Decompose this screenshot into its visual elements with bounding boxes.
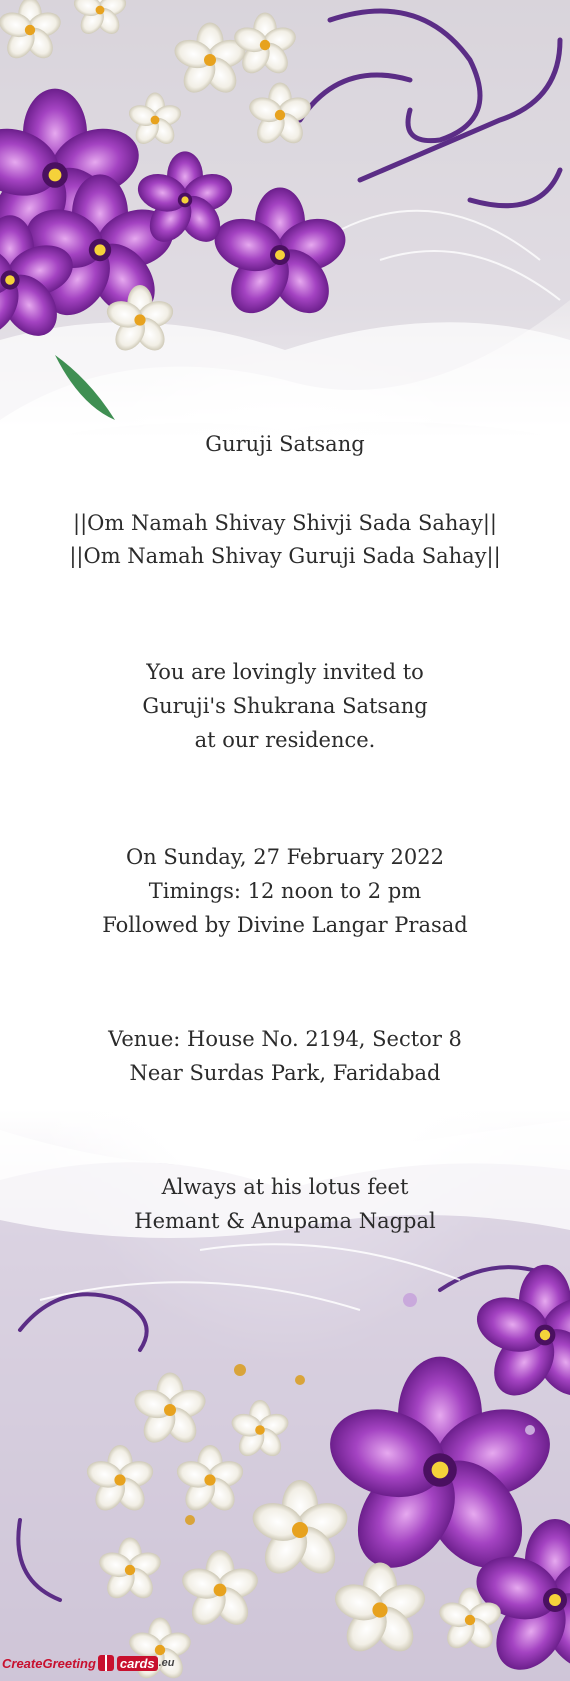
mantra-block	[0, 507, 570, 573]
schedule-block	[0, 840, 570, 942]
title-block	[0, 432, 570, 456]
closing-line-1: Always at his lotus feet	[161, 1175, 409, 1199]
closing-block	[0, 1170, 570, 1238]
invitation-line-1: You are lovingly invited to	[146, 660, 424, 684]
mantra-line-1: ||Om Namah Shivay Shivji Sada Sahay||	[73, 511, 497, 535]
invitation-line-3: at our residence.	[194, 728, 376, 752]
watermark-logo[interactable]	[2, 1650, 175, 1676]
invitation-block	[0, 655, 570, 757]
venue-line-2: Near Surdas Park, Faridabad	[129, 1061, 441, 1085]
event-followed-by: Followed by Divine Langar Prasad	[102, 913, 468, 937]
hosts-names: Hemant & Anupama Nagpal	[134, 1209, 436, 1233]
venue-block	[0, 1022, 570, 1090]
event-timings: Timings: 12 noon to 2 pm	[148, 879, 422, 903]
invitation-line-2: Guruji's Shukrana Satsang	[142, 694, 428, 718]
mantra-line-2: ||Om Namah Shivay Guruji Sada Sahay||	[69, 544, 501, 568]
gift-box-icon	[98, 1655, 114, 1671]
event-title: Guruji Satsang	[205, 432, 365, 456]
venue-line-1: Venue: House No. 2194, Sector 8	[108, 1027, 462, 1051]
event-date: On Sunday, 27 February 2022	[125, 845, 445, 869]
watermark-part-1: CreateGreeting	[2, 1655, 96, 1671]
watermark-part-2: cards	[117, 1656, 158, 1671]
watermark-part-3: .eu	[158, 1657, 175, 1669]
